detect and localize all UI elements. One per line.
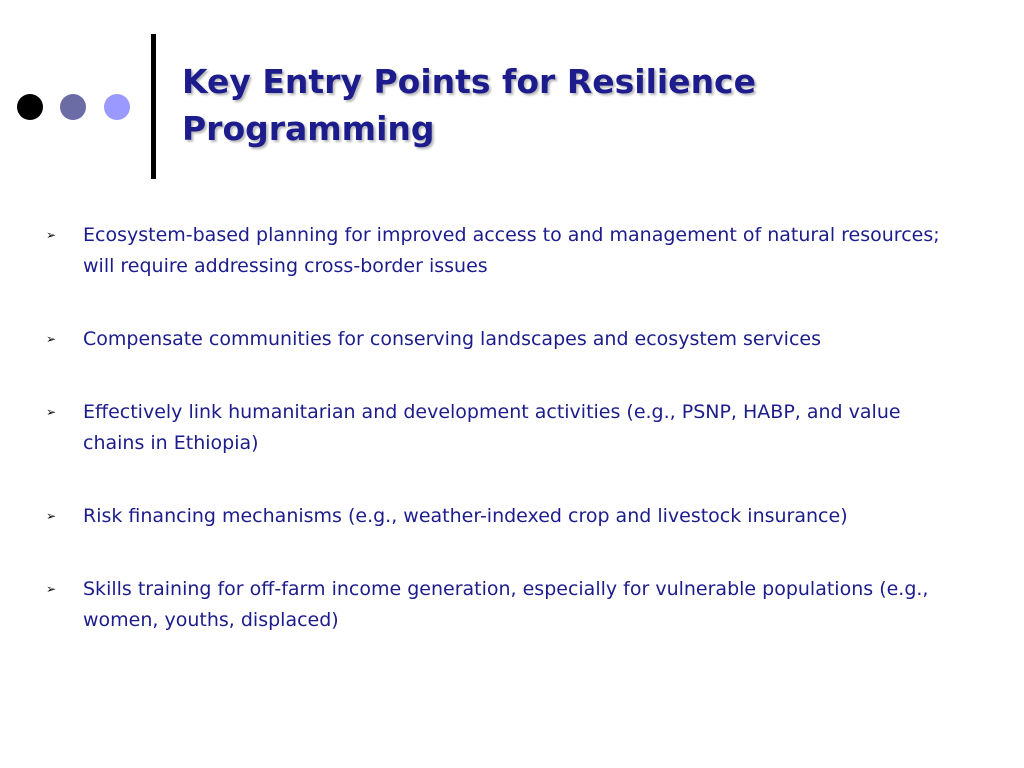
arrow-bullet-icon: ➢ — [46, 582, 57, 596]
arrow-bullet-icon: ➢ — [46, 405, 57, 419]
decorative-dot-black — [17, 94, 43, 120]
bullet-item — [46, 397, 966, 459]
slide-title: Key Entry Points for Resilience Programming — [182, 62, 757, 148]
decorative-dot-slate — [60, 94, 86, 120]
arrow-bullet-icon: ➢ — [46, 228, 57, 242]
bullet-text: Ecosystem-based planning for improved access to and management of natural resources; will require addressing cross-border issues — [83, 224, 940, 277]
bullet-text: Skills training for off-farm income generation, especially for vulnerable populations (e.g., women, youths, displaced) — [83, 578, 929, 631]
bullet-text: Risk financing mechanisms (e.g., weather-indexed crop and livestock insurance) — [83, 505, 848, 527]
title-divider — [151, 34, 156, 179]
bullet-list — [46, 220, 966, 678]
arrow-bullet-icon: ➢ — [46, 509, 57, 523]
bullet-item — [46, 574, 966, 636]
arrow-bullet-icon: ➢ — [46, 332, 57, 346]
decorative-dot-periwinkle — [104, 94, 130, 120]
bullet-item — [46, 220, 966, 282]
bullet-text: Compensate communities for conserving landscapes and ecosystem services — [83, 328, 821, 350]
bullet-text: Effectively link humanitarian and development activities (e.g., PSNP, HABP, and value chains in Ethiopia) — [83, 401, 901, 454]
bullet-item — [46, 324, 966, 355]
bullet-item — [46, 501, 966, 532]
